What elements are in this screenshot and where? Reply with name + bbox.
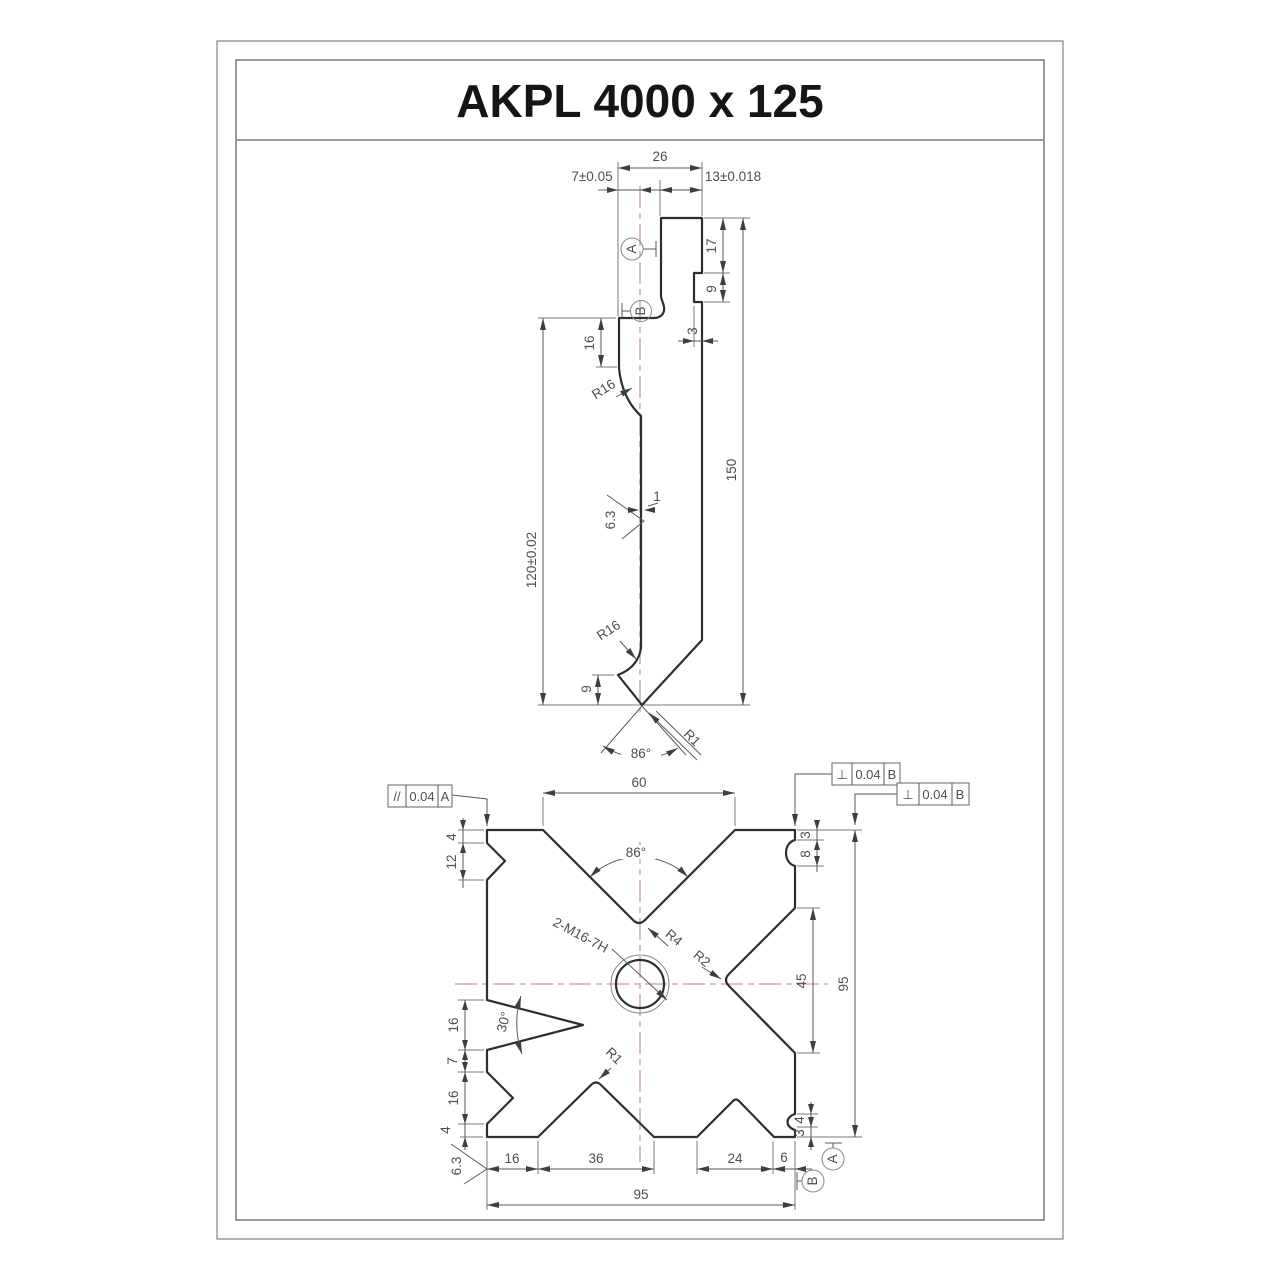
dim-height: [836, 830, 855, 1137]
dim-overall-width: [618, 149, 702, 168]
dim-label: 120±0.02: [524, 531, 539, 589]
datum-letter: B: [805, 1176, 820, 1186]
datum-a-profile: [621, 238, 656, 260]
radius-label: R1: [602, 1044, 626, 1068]
dim-label: 150: [724, 458, 739, 482]
dim-label: 4: [438, 1126, 453, 1134]
perpendicularity-icon: ⊥: [902, 787, 914, 802]
angle-label: 86°: [630, 746, 652, 761]
datum-b-section: [797, 1170, 824, 1192]
dim-label: 7: [445, 1057, 460, 1065]
dim-tang-width: [660, 169, 761, 190]
callout-neck-radius: [589, 376, 632, 402]
callout-vee-top-radius: [648, 926, 686, 949]
dim-label: 9: [579, 685, 594, 693]
dim-label: 16: [446, 1017, 461, 1033]
dim-total-height: [724, 218, 743, 705]
dim-label: 12: [444, 854, 459, 870]
fcf-datum: B: [887, 767, 897, 782]
radius-label: R2: [690, 947, 714, 970]
fcf-perpendicularity-2: [855, 783, 969, 825]
dim-vee-top-opening: [543, 775, 735, 793]
dim-label: 4: [444, 833, 459, 841]
radius-label: R16: [589, 376, 619, 403]
dim-label: 36: [588, 1151, 604, 1166]
callout-relief-radius: [594, 617, 636, 659]
dim-width: [487, 1187, 795, 1205]
thread-label: 2-M16-7H: [550, 914, 611, 956]
dim-tip-angle: [601, 706, 686, 761]
fcf-parallelism: [388, 785, 487, 826]
page-title: AKPL 4000 x 125: [456, 75, 824, 127]
dim-label: 16: [504, 1151, 520, 1166]
radius-label: R16: [594, 617, 624, 644]
fcf-datum: B: [955, 787, 965, 802]
dim-label: 45: [794, 973, 809, 989]
dim-right-top-chain: [798, 820, 820, 872]
callout-thread: [551, 914, 667, 1000]
datum-letter: B: [633, 306, 648, 316]
dim-label: 60: [631, 775, 647, 790]
dim-label: 3: [798, 831, 813, 839]
dim-vee-top-angle: [590, 845, 688, 877]
datum-letter: A: [825, 1154, 840, 1164]
dim-step-depth: [678, 327, 718, 344]
dim-label: 6: [780, 1150, 788, 1165]
dim-label: 3: [792, 1129, 807, 1137]
radius-label: R4: [662, 926, 686, 949]
surface-finish-section: [449, 1144, 487, 1184]
dim-label: 1: [653, 489, 661, 504]
dim-step-top: [704, 218, 723, 273]
dim-left-top-chain: [444, 818, 466, 888]
parallelism-icon: //: [393, 789, 401, 804]
dim-edge-to-center: [571, 169, 660, 193]
dim-edge-offset: [628, 489, 661, 513]
dim-label: 95: [633, 1187, 649, 1202]
radius-label: R1: [680, 726, 704, 750]
dim-label: 16: [582, 335, 597, 351]
roughness-label: 6.3: [603, 510, 618, 530]
dim-label: 9: [704, 285, 719, 293]
punch-outline: [618, 218, 702, 705]
dim-label: 13±0.018: [704, 169, 762, 184]
roughness-label: 6.3: [449, 1156, 464, 1176]
dim-label: 8: [798, 850, 813, 858]
dim-label: 26: [652, 149, 668, 164]
dim-label: 7±0.05: [571, 169, 613, 184]
angle-label: 30°: [493, 1010, 514, 1034]
fcf-tolerance: 0.04: [409, 789, 435, 804]
fcf-tolerance: 0.04: [922, 787, 948, 802]
dim-label: 95: [836, 976, 851, 992]
callout-vee-right-radius: [690, 947, 721, 979]
section-view: [388, 763, 969, 1210]
dim-tip-rise: [579, 675, 598, 705]
datum-a-section: [822, 1143, 844, 1170]
dim-left-bottom-chain: [438, 1000, 468, 1150]
dim-vee-right-opening: [794, 908, 813, 1053]
fcf-tolerance: 0.04: [855, 767, 881, 782]
profile-view: [524, 149, 761, 761]
perpendicularity-icon: ⊥: [836, 767, 848, 782]
dim-label: 3: [685, 327, 700, 335]
angle-label: 86°: [625, 845, 647, 860]
dim-label: 16: [446, 1090, 461, 1106]
dim-working-height: [524, 318, 543, 705]
fcf-datum: A: [440, 789, 450, 804]
dim-shoulder: [582, 318, 601, 367]
datum-letter: A: [624, 244, 639, 254]
surface-finish-profile: [603, 495, 644, 539]
dim-label: 24: [727, 1151, 743, 1166]
dim-bottom-chain: [487, 1150, 812, 1172]
dim-label: 17: [704, 238, 719, 254]
dim-label: 4: [792, 1116, 807, 1124]
callout-vee-bottom-radius: [599, 1044, 626, 1079]
dim-step-height: [704, 273, 723, 302]
